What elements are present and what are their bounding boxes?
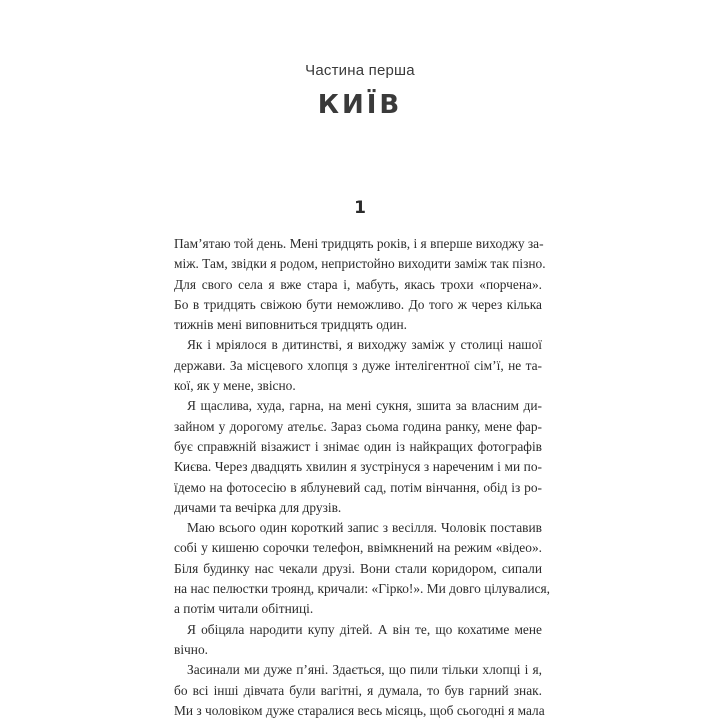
text-line: Я щаслива, худа, гарна, на мені сукня, зшита за власним ди- — [187, 398, 542, 414]
text-line: а потім читали обітниці. — [174, 601, 314, 617]
part-label: Частина перша — [305, 62, 415, 79]
text-line: Біля будинку нас чекали друзі. Вони стали коридором, сипали — [174, 560, 542, 576]
chapter-number: 1 — [354, 198, 366, 218]
text-line: Для свого села я вже стара і, мабуть, якась трохи «порчена». — [174, 276, 542, 292]
text-line: бує справжній візажист і знімає один із найкращих фотографів — [174, 438, 542, 454]
text-line: тижнів мені виповниться тридцять один. — [174, 317, 408, 333]
text-line: Маю всього один короткий запис з весілля. Чоловік поставив — [187, 520, 542, 536]
text-line: бо всі інші дівчата були вагітні, я думала, то був гарний знак. — [174, 682, 542, 698]
text-line: їдемо на фотосесію в яблуневий сад, потім вінчання, обід із ро- — [174, 479, 542, 495]
text-line: Бо в тридцять свіжою бути неможливо. До того ж через кілька — [174, 296, 542, 312]
text-line: вічно. — [174, 641, 208, 657]
text-line: Як і мріялося в дитинстві, я виходжу заміж у столиці нашої — [187, 337, 542, 353]
chapter-body — [174, 234, 550, 720]
text-line: кої, як у мене, звісно. — [174, 378, 296, 394]
part-title: КИЇВ — [317, 90, 403, 120]
text-line: Засинали ми дуже п’яні. Здається, що пили тільки хлопці і я, — [187, 662, 542, 678]
text-line: зайном у дорогому ательє. Зараз сьома година ранку, мене фар- — [174, 418, 542, 434]
text-line: Ми з чоловіком дуже старалися весь місяць, щоб сьогодні я мала — [174, 702, 545, 718]
text-line: між. Там, звідки я родом, непристойно виходити заміж так пізно. — [174, 256, 546, 272]
text-line: держави. За місцевого хлопця з дуже інтелігентної сім’ї, не та- — [174, 357, 542, 373]
text-line: Я обіцяла народити купу дітей. А він те, що кохатиме мене — [187, 621, 542, 637]
text-line: Пам’ятаю той день. Мені тридцять років, і я вперше виходжу за- — [174, 236, 544, 251]
text-line: Києва. Через двадцять хвилин я зустрінуся з нареченим і ми по- — [174, 459, 542, 475]
text-line: на нас пелюстки троянд, кричали: «Гірко!». Ми довго цілувалися, — [174, 581, 550, 597]
text-line: собі у кишеню сорочки телефон, ввімкнений на режим «відео». — [174, 540, 542, 556]
text-line: дичами та вечірка для друзів. — [174, 499, 342, 515]
